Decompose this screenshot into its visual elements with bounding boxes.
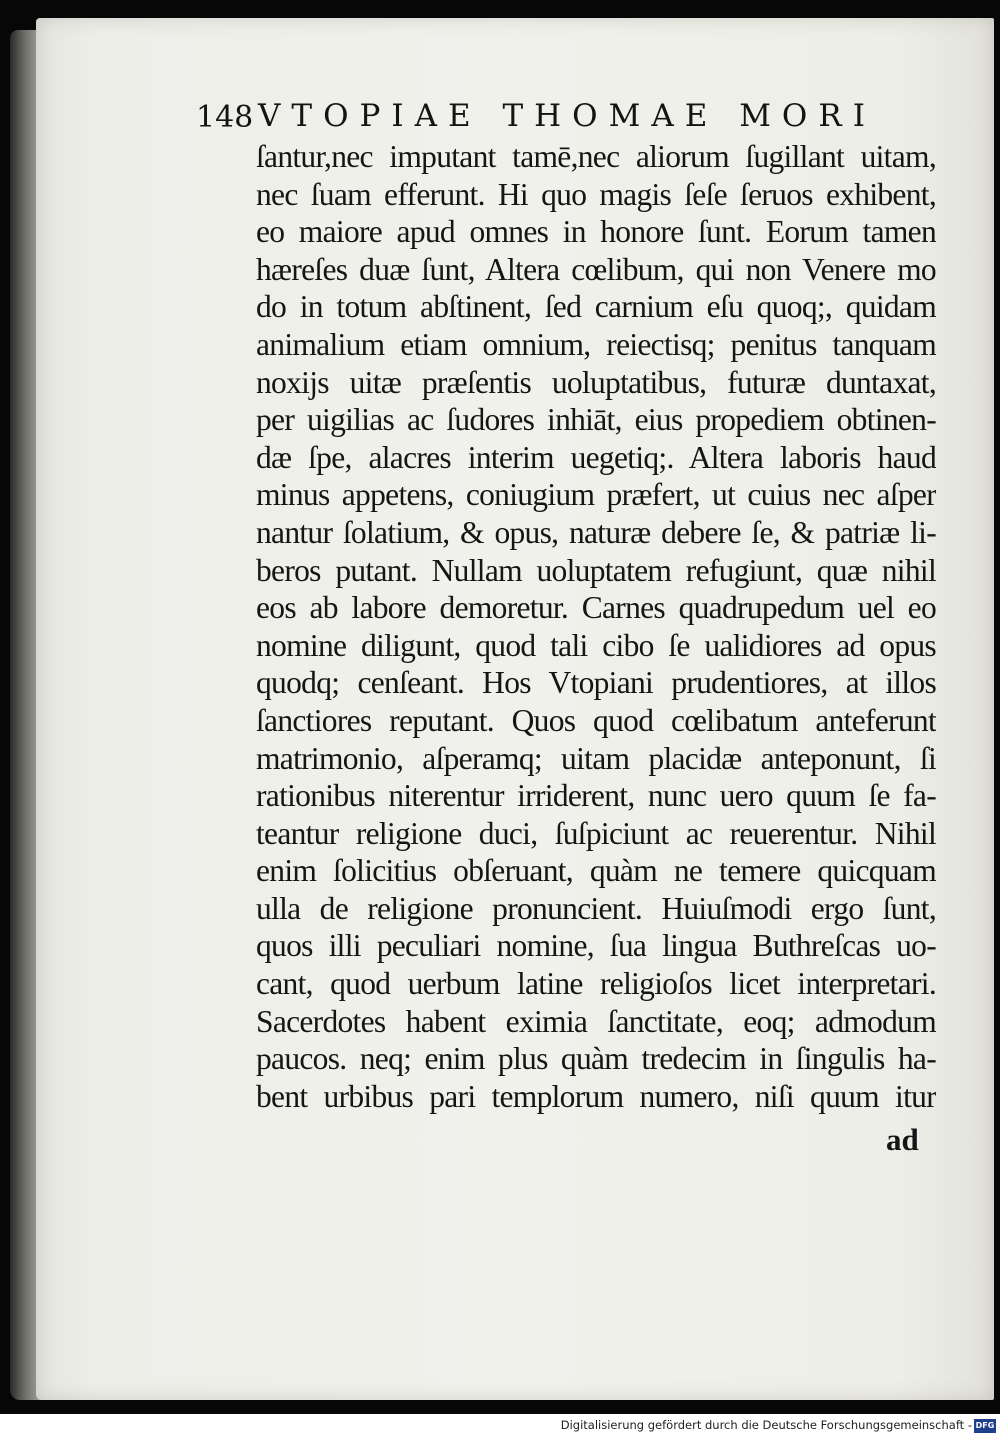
- text-line: rationibus niterentur irriderent, nunc uero quum ſe fa-: [256, 778, 936, 814]
- text-line: quodq; cenſeant. Hos Vtopiani prudentiores, at illos: [256, 665, 936, 701]
- text-line: nec ſuam efferunt. Hi quo magis ſeſe ſeruos exhibent,: [256, 176, 936, 212]
- body-text: [256, 138, 936, 1115]
- page-number: 148: [196, 100, 254, 135]
- text-line: minus appetens, coniugium præfert, ut cuius nec aſper: [256, 477, 936, 513]
- catchword: ad: [886, 1122, 919, 1157]
- text-line: cant, quod uerbum latine religioſos licet interpretari.: [256, 966, 936, 1002]
- text-line: matrimonio, aſperamq; uitam placidæ anteponunt, ſi: [256, 740, 936, 776]
- dfg-logo-icon: DFG: [974, 1419, 996, 1433]
- text-line: ſanctiores reputant. Quos quod cœlibatum anteferunt: [256, 702, 936, 738]
- text-line: hæreſes duæ ſunt, Altera cœlibum, qui non Venere mo: [256, 251, 936, 287]
- text-line: paucos. neq; enim plus quàm tredecim in ſingulis ha-: [256, 1041, 936, 1077]
- text-line: teantur religione duci, ſuſpiciunt ac reuerentur. Nihil: [256, 815, 936, 851]
- text-line: bent urbibus pari templorum numero, niſi quum itur: [256, 1078, 936, 1114]
- text-line: noxijs uitæ præſentis uoluptatibus, futuræ duntaxat,: [256, 364, 936, 400]
- text-line: dæ ſpe, alacres interim uegetiq;. Altera laboris haud: [256, 439, 936, 475]
- text-line: per uigilias ac ſudores inhiāt, eius propediem obtinen-: [256, 402, 936, 438]
- text-line: ſantur,nec imputant tamē,nec aliorum ſugillant uitam,: [256, 139, 936, 174]
- text-line: Sacerdotes habent eximia ſanctitate, eoq; admodum: [256, 1003, 936, 1039]
- text-line: enim ſolicitius obſeruant, quàm ne temere quicquam: [256, 853, 936, 889]
- text-line: beros putant. Nullam uoluptatem refugiunt, quæ nihil: [256, 552, 936, 588]
- text-line: do in totum abſtinent, ſed carnium eſu quoq;, quidam: [256, 289, 936, 325]
- text-line: nomine diligunt, quod tali cibo ſe ualidiores ad opus: [256, 627, 936, 663]
- text-line: quos illi peculiari nomine, ſua lingua Buthreſcas uo-: [256, 928, 936, 964]
- funding-credit: Digitalisierung gefördert durch die Deutsche Forschungsgemeinschaft -: [560, 1418, 972, 1432]
- text-line: animalium etiam omnium, reiectisq; penitus tanquam: [256, 326, 936, 362]
- running-title: VTOPIAE THOMAE MORI: [258, 98, 876, 134]
- text-line: ulla de religione pronuncient. Huiuſmodi ergo ſunt,: [256, 890, 936, 926]
- text-line: eos ab labore demoretur. Carnes quadrupedum uel eo: [256, 590, 936, 626]
- text-line: eo maiore apud omnes in honore ſunt. Eorum tamen: [256, 214, 936, 250]
- digitization-footer: [0, 1414, 1000, 1440]
- text-line: nantur ſolatium, & opus, naturæ debere ſe, & patriæ li-: [256, 514, 936, 550]
